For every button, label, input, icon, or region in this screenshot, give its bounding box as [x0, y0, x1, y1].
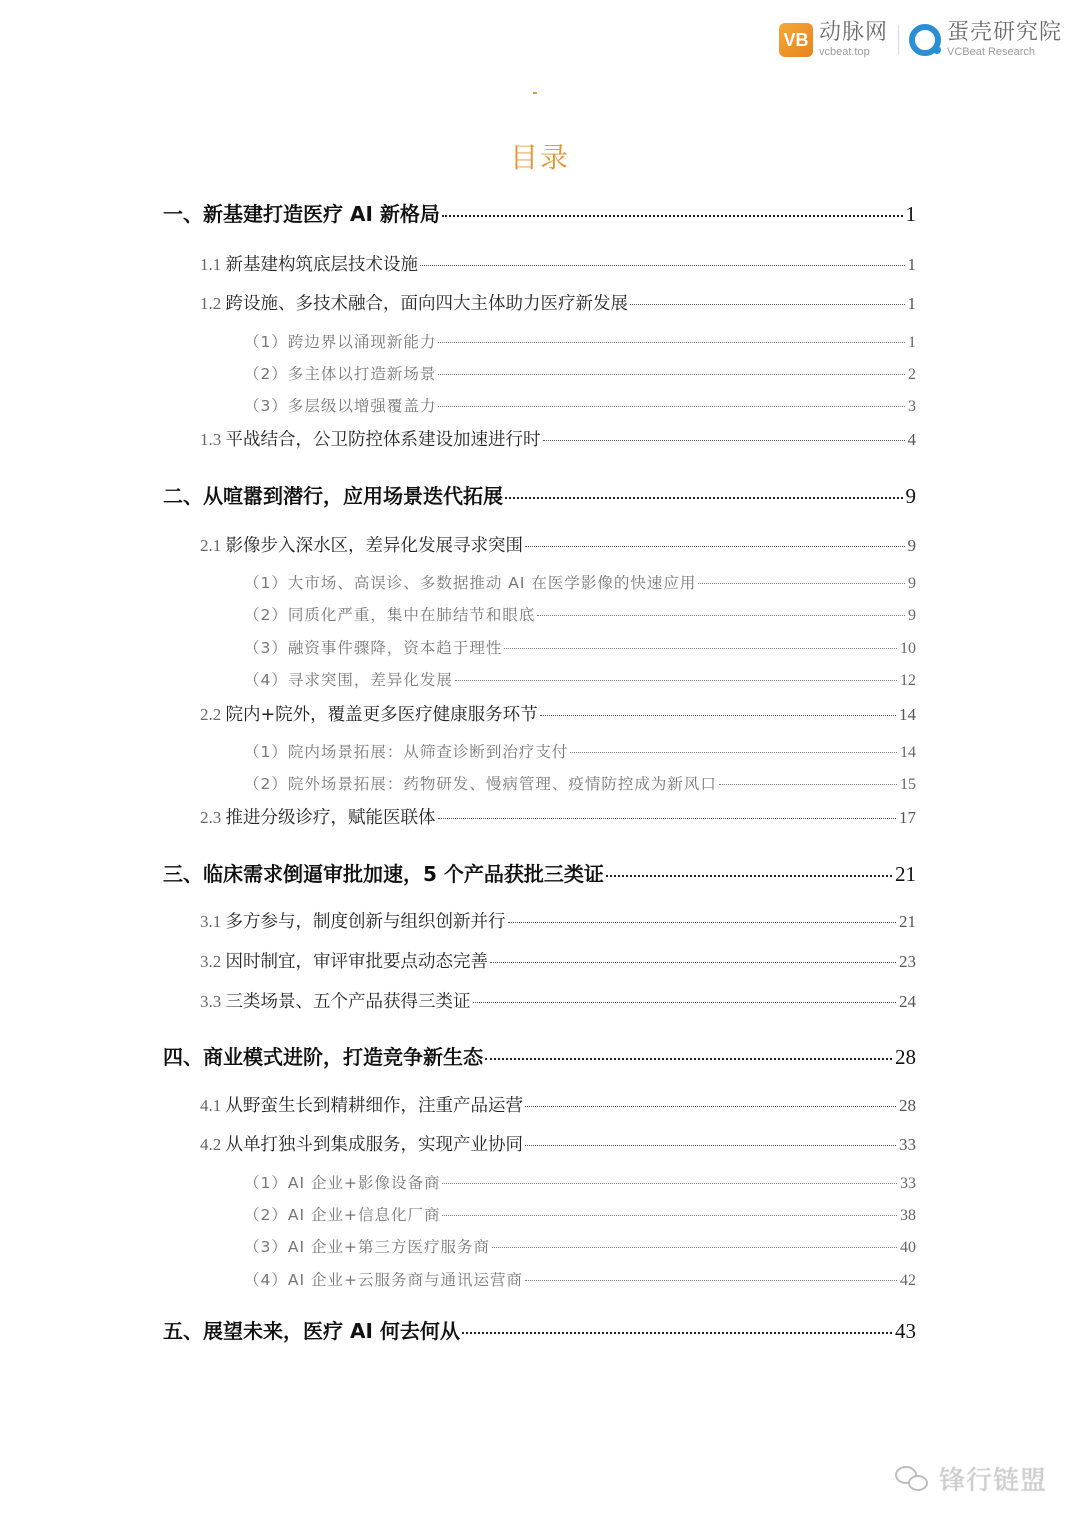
- toc-entry-level-2[interactable]: [200, 1131, 916, 1156]
- toc-entry-number: 3.3: [200, 992, 226, 1011]
- toc-entry-number: （1）: [244, 574, 288, 592]
- toc-entry-page: 38: [900, 1207, 916, 1224]
- toc-entry-number: （4）: [244, 1271, 288, 1289]
- toc-entry-label: 新基建构筑底层技术设施: [225, 255, 418, 275]
- toc-entry-label: 融资事件骤降，资本趋于理性: [287, 639, 503, 657]
- toc-entry-level-3[interactable]: [244, 1203, 916, 1225]
- toc-entry-page: 3: [908, 398, 916, 415]
- research-logo-name: 蛋壳研究院: [946, 20, 1062, 45]
- toc-entry-label: AI 企业+云服务商与通讯运营商: [287, 1271, 523, 1289]
- toc-entry-label: 三类场景、五个产品获得三类证: [225, 992, 471, 1012]
- toc-entry-page: 15: [900, 776, 916, 793]
- toc-entry-number: （3）: [244, 397, 288, 415]
- toc-entry-page: 1: [905, 202, 916, 226]
- toc-entry-page: 33: [899, 1135, 916, 1154]
- toc-entry-level-1[interactable]: [163, 480, 916, 509]
- toc-entry-label: 从喧嚣到潜行，应用场景迭代拓展: [203, 484, 503, 508]
- toc-entry-page: 17: [899, 808, 916, 827]
- toc-entry-level-3[interactable]: [244, 571, 916, 593]
- toc-dot-leader: [462, 1332, 892, 1334]
- toc-entry-page: 23: [899, 952, 916, 971]
- toc-entry-number: （2）: [244, 775, 288, 793]
- toc-dot-leader: [490, 962, 896, 963]
- toc-dot-leader: [455, 680, 897, 681]
- vcbeat-logo-url: vcbeat.top: [818, 46, 870, 58]
- toc-dot-leader: [630, 304, 905, 305]
- toc-entry-page: 40: [900, 1239, 916, 1256]
- toc-entry-label: 从野蛮生长到精耕细作，注重产品运营: [225, 1096, 523, 1116]
- toc-entry-page: 1: [908, 334, 916, 351]
- toc-dot-leader: [525, 546, 905, 547]
- page-title: 目录: [509, 141, 570, 174]
- toc-entry-page: 24: [899, 992, 916, 1011]
- toc-entry-page: 2: [908, 366, 916, 383]
- toc-entry-label: 影像步入深水区，差异化发展寻求突围: [225, 536, 523, 556]
- toc-entry-level-2[interactable]: [200, 701, 916, 726]
- toc-dot-leader: [719, 784, 897, 785]
- toc-entry-level-2[interactable]: [200, 251, 916, 276]
- toc-entry-level-3[interactable]: [244, 772, 916, 794]
- toc-entry-level-3[interactable]: [244, 1268, 916, 1290]
- watermark-text: 锋行链盟: [939, 1466, 1048, 1496]
- toc-entry-number: 2.3: [200, 808, 226, 827]
- toc-dot-leader: [485, 1058, 892, 1060]
- toc-entry-label: 新基建打造医疗 AI 新格局: [203, 202, 440, 226]
- toc-dot-leader: [606, 875, 892, 877]
- toc-entry-level-2[interactable]: [200, 1092, 916, 1117]
- wechat-watermark: [895, 1460, 1047, 1497]
- toc-dot-leader: [473, 1002, 897, 1003]
- toc-entry-number: 3.2: [200, 952, 226, 971]
- toc-entry-number: 五、: [163, 1319, 203, 1343]
- toc-entry-level-3[interactable]: [244, 740, 916, 762]
- toc-entry-number: 三、: [163, 862, 203, 886]
- vcbeat-logo-icon: VB: [779, 23, 813, 57]
- toc-entry-label: 院外场景拓展：药物研发、慢病管理、疫情防控成为新风口: [287, 775, 717, 793]
- toc-entry-label: 院内场景拓展：从筛查诊断到治疗支付: [287, 743, 569, 761]
- toc-entry-page: 1: [907, 255, 916, 274]
- toc-entry-level-3[interactable]: [244, 668, 916, 690]
- toc-entry-level-1[interactable]: [163, 1315, 916, 1344]
- toc-entry-number: （1）: [244, 1174, 288, 1192]
- toc-entry-label: 跨设施、多技术融合，面向四大主体助力医疗新发展: [225, 294, 628, 314]
- toc-entry-number: 四、: [163, 1045, 203, 1069]
- toc-entry-level-3[interactable]: [244, 394, 916, 416]
- toc-entry-page: 14: [899, 705, 916, 724]
- toc-dot-leader: [492, 1247, 897, 1248]
- toc-entry-page: 10: [900, 640, 916, 657]
- toc-entry-number: 二、: [163, 484, 203, 508]
- toc-entry-number: 4.2: [200, 1135, 226, 1154]
- toc-entry-page: 9: [907, 536, 916, 555]
- toc-entry-number: 4.1: [200, 1096, 226, 1115]
- toc-entry-level-3[interactable]: [244, 603, 916, 625]
- toc-dot-leader: [570, 752, 897, 753]
- toc-entry-number: 2.1: [200, 536, 226, 555]
- toc-entry-page: 9: [905, 484, 916, 508]
- toc-entry-level-3[interactable]: [244, 362, 916, 384]
- toc-dot-leader: [438, 406, 905, 407]
- toc-entry-label: 从单打独斗到集成服务，实现产业协同: [225, 1135, 523, 1155]
- toc-dot-leader: [543, 440, 905, 441]
- toc-entry-label: 推进分级诊疗，赋能医联体: [225, 808, 436, 828]
- toc-entry-number: （2）: [244, 1206, 288, 1224]
- toc-dot-leader: [537, 615, 905, 616]
- toc-entry-number: （3）: [244, 639, 288, 657]
- toc-dot-leader: [525, 1280, 897, 1281]
- toc-dot-leader: [442, 215, 903, 217]
- toc-entry-page: 28: [899, 1096, 916, 1115]
- toc-entry-level-2[interactable]: [200, 804, 916, 829]
- toc-entry-level-2[interactable]: [200, 988, 916, 1013]
- toc-entry-label: 寻求突围，差异化发展: [287, 671, 453, 689]
- toc-entry-page: 21: [895, 862, 916, 886]
- vcbeat-logo-name: 动脉网: [818, 20, 888, 45]
- toc-dot-leader: [442, 1183, 897, 1184]
- toc-entry-number: （2）: [244, 365, 288, 383]
- toc-entry-level-3[interactable]: [244, 330, 916, 352]
- toc-entry-label: 临床需求倒逼审批加速，5 个产品获批三类证: [203, 862, 604, 886]
- toc-dot-leader: [525, 1145, 896, 1146]
- toc-entry-label: 因时制宜，审评审批要点动态完善: [225, 952, 488, 972]
- toc-dot-leader: [525, 1106, 896, 1107]
- toc-entry-number: 1.2: [200, 294, 226, 313]
- toc-entry-page: 1: [907, 294, 916, 313]
- toc-entry-number: 3.1: [200, 912, 226, 931]
- toc-entry-label: 院内+院外，覆盖更多医疗健康服务环节: [225, 705, 538, 725]
- toc-entry-level-1[interactable]: [163, 858, 916, 887]
- toc-entry-level-2[interactable]: [200, 290, 916, 315]
- toc-entry-page: 4: [907, 430, 916, 449]
- toc-entry-level-1[interactable]: [163, 198, 916, 227]
- wechat-icon: [895, 1464, 931, 1494]
- toc-entry-level-3[interactable]: [244, 1171, 916, 1193]
- toc-dot-leader: [438, 374, 905, 375]
- toc-entry-number: 一、: [163, 202, 203, 226]
- toc-entry-number: 1.1: [200, 255, 226, 274]
- toc-entry-label: AI 企业+第三方医疗服务商: [287, 1238, 490, 1256]
- toc-entry-number: 1.3: [200, 430, 226, 449]
- toc-dot-leader: [504, 648, 897, 649]
- toc-entry-number: （4）: [244, 671, 288, 689]
- toc-entry-page: 9: [908, 607, 916, 624]
- toc-entry-number: （2）: [244, 606, 288, 624]
- toc-entry-page: 42: [900, 1272, 916, 1289]
- toc-entry-page: 12: [900, 672, 916, 689]
- toc-entry-page: 28: [895, 1045, 916, 1069]
- research-logo-en: VCBeat Research: [946, 46, 1036, 58]
- toc-dot-leader: [438, 818, 897, 819]
- toc-entry-label: 展望未来，医疗 AI 何去何从: [203, 1319, 460, 1343]
- toc-dot-leader: [698, 583, 905, 584]
- toc-entry-number: （3）: [244, 1238, 288, 1256]
- toc-entry-level-1[interactable]: [163, 1041, 916, 1070]
- toc-entry-number: 2.2: [200, 705, 226, 724]
- toc-entry-number: （1）: [244, 333, 288, 351]
- toc-dot-leader: [438, 342, 905, 343]
- toc-entry-label: 同质化严重，集中在肺结节和眼底: [287, 606, 536, 624]
- toc-entry-level-2[interactable]: [200, 532, 916, 557]
- toc-entry-page: 33: [900, 1175, 916, 1192]
- toc-entry-label: 商业模式进阶，打造竞争新生态: [203, 1045, 483, 1069]
- toc-entry-label: 跨边界以涌现新能力: [287, 333, 437, 351]
- toc-entry-level-2[interactable]: [200, 908, 916, 933]
- toc-entry-page: 14: [900, 744, 916, 761]
- toc-entry-level-3[interactable]: [244, 636, 916, 658]
- toc-entry-level-2[interactable]: [200, 948, 916, 973]
- toc-entry-label: AI 企业+影像设备商: [287, 1174, 441, 1192]
- toc-entry-label: 大市场、高误诊、多数据推动 AI 在医学影像的快速应用: [287, 574, 697, 592]
- toc-entry-page: 21: [899, 912, 916, 931]
- toc-entry-label: 平战结合，公卫防控体系建设加速进行时: [225, 430, 541, 450]
- toc-dot-leader: [508, 922, 897, 923]
- toc-entry-label: 多方参与，制度创新与组织创新并行: [225, 912, 506, 932]
- toc-entry-page: 43: [895, 1319, 916, 1343]
- toc-entry-level-3[interactable]: [244, 1235, 916, 1257]
- toc-entry-label: AI 企业+信息化厂商: [287, 1206, 441, 1224]
- toc-dot-leader: [505, 497, 903, 499]
- toc-entry-number: （1）: [244, 743, 288, 761]
- toc-dot-leader: [420, 265, 905, 266]
- toc-entry-level-2[interactable]: [200, 426, 916, 451]
- toc-entry-label: 多层级以增强覆盖力: [287, 397, 437, 415]
- toc-entry-label: 多主体以打造新场景: [287, 365, 437, 383]
- toc-entry-page: 9: [908, 575, 916, 592]
- toc-dot-leader: [540, 715, 896, 716]
- toc-dot-leader: [442, 1215, 897, 1216]
